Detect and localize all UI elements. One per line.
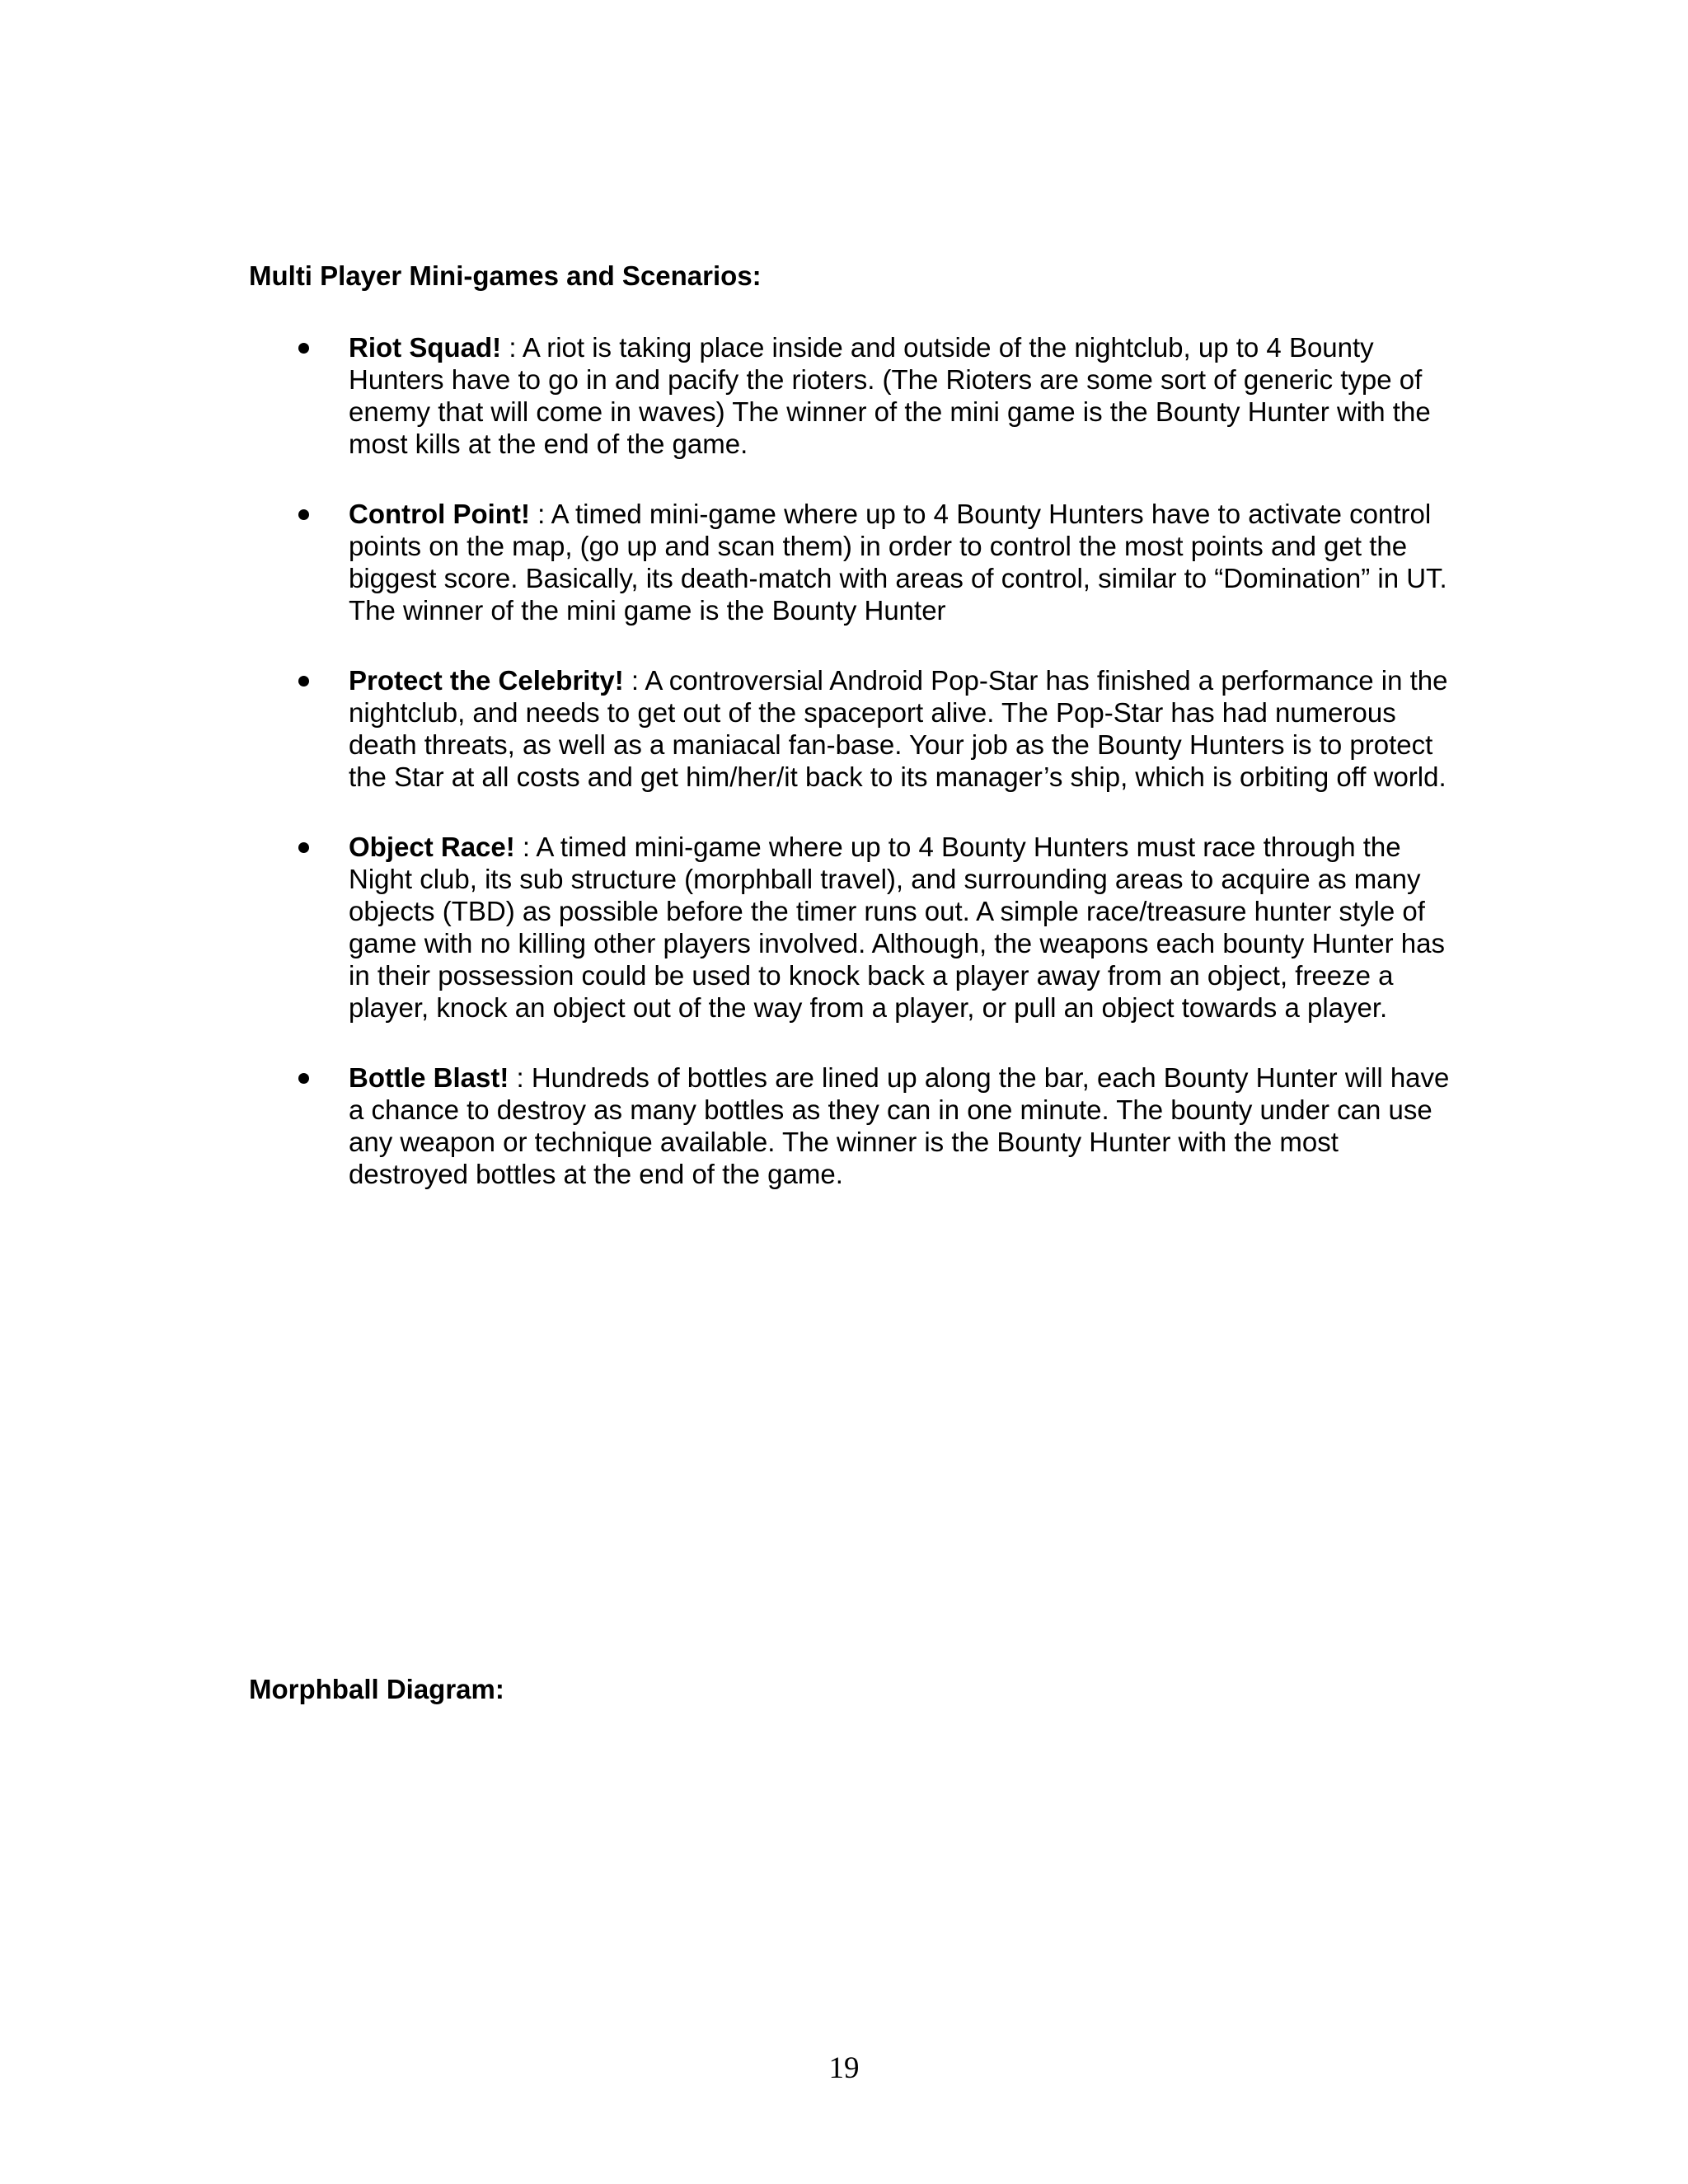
list-item: [249, 331, 1452, 460]
section-heading-morphball-diagram: Morphball Diagram:: [249, 1674, 504, 1704]
minigame-title: Bottle Blast!: [349, 1062, 509, 1093]
minigame-title: Object Race!: [349, 832, 515, 862]
list-item: [249, 498, 1452, 626]
bullet-icon: [298, 676, 309, 687]
list-item: [249, 1062, 1452, 1190]
minigame-title: Control Point!: [349, 499, 530, 529]
bullet-icon: [298, 343, 309, 354]
bullet-icon: [298, 842, 309, 853]
page-number: 19: [828, 2051, 860, 2085]
bullet-icon: [298, 509, 309, 520]
list-item: [249, 831, 1452, 1024]
minigame-title: Protect the Celebrity!: [349, 665, 624, 696]
minigame-title: Riot Squad!: [349, 332, 502, 363]
minigame-description: : A controversial Android Pop-Star has finished a performance in the nightclub, and needs to get out of the spaceport alive. The Pop-Star has had numerous death threats, as well as a maniacal fan-base. Your job as the Bounty Hunters is to protect the Star at all costs and get him/her/it back to its manager’s ship, which is orbiting off world.: [349, 665, 1448, 792]
minigame-description: : A timed mini-game where up to 4 Bounty Hunters must race through the Night club, its sub structure (morphball travel), and surrounding areas to acquire as many objects (TBD) as possible before the timer runs out. A simple race/treasure hunter style of game with no killing other players involved. Although, the weapons each bounty Hunter has in their possession could be used to knock back a player away from an object, freeze a player, knock an object out of the way from a player, or pull an object towards a player.: [349, 832, 1445, 1023]
bullet-icon: [298, 1073, 309, 1084]
section-heading-minigames: Multi Player Mini-games and Scenarios:: [249, 260, 762, 291]
minigame-list: [249, 331, 1452, 1228]
minigame-description: : Hundreds of bottles are lined up along the bar, each Bounty Hunter will have a chance to destroy as many bottles as they can in one minute. The bounty under can use any weapon or technique available. The winner is the Bounty Hunter with the most destroyed bottles at the end of the game.: [349, 1062, 1450, 1189]
list-item: [249, 664, 1452, 793]
minigame-description: : A riot is taking place inside and outside of the nightclub, up to 4 Bounty Hunters have to go in and pacify the rioters. (The Rioters are some sort of generic type of enemy that will come in waves) The winner of the mini game is the Bounty Hunter with the most kills at the end of the game.: [349, 332, 1431, 459]
minigame-description: : A timed mini-game where up to 4 Bounty Hunters have to activate control points on the map, (go up and scan them) in order to control the most points and get the biggest score. Basically, its death-match with areas of control, similar to “Domination” in UT. The winner of the mini game is the Bounty Hunter: [349, 499, 1447, 626]
